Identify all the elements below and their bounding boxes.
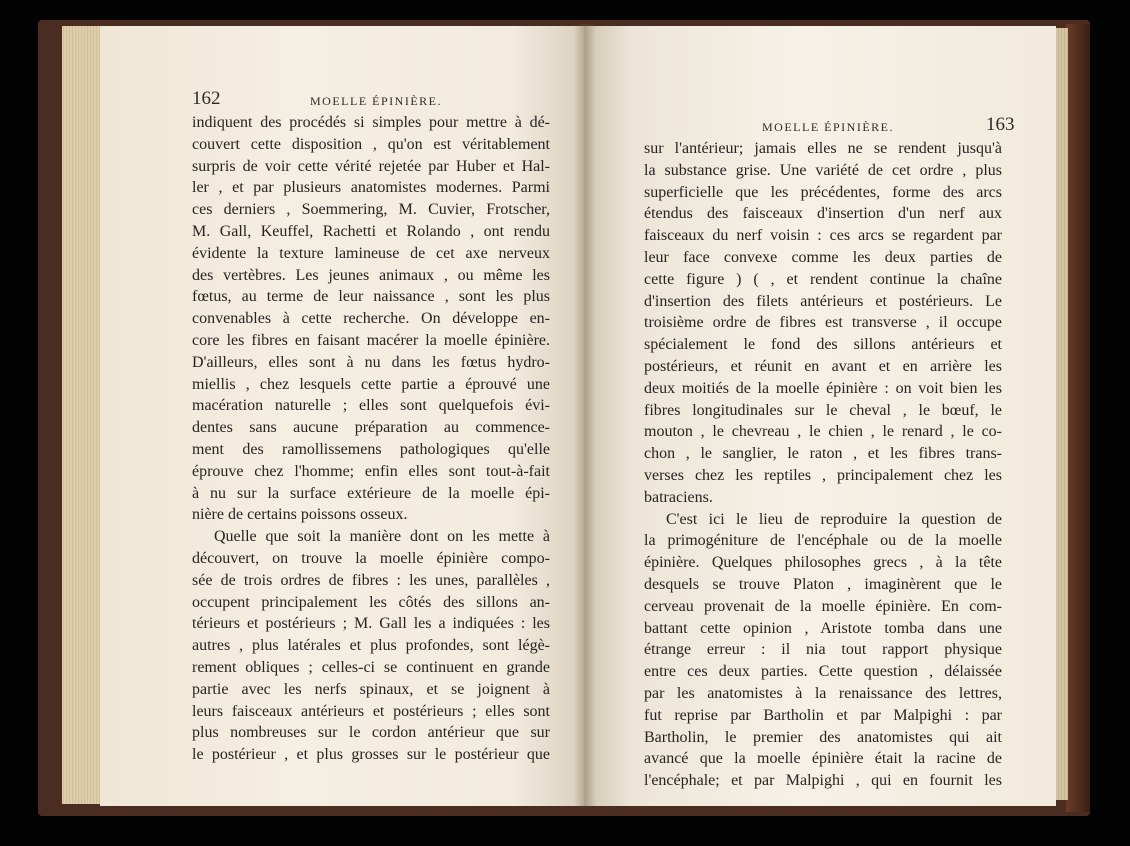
text-line: autres , plus latérales et plus profondes, sont légè- bbox=[192, 637, 550, 655]
right-page-text bbox=[644, 138, 1002, 792]
text-line: avancé que la moelle épinière était la racine de bbox=[644, 750, 1002, 768]
text-line: ment des ramollissemens pathologiques qu'elle bbox=[192, 440, 550, 458]
text-line: la primogéniture de l'encéphale ou de la moelle bbox=[644, 532, 1002, 550]
text-line: la substance grise. Une variété de cet ordre , plus bbox=[644, 161, 1002, 179]
text-line: ces derniers , Soemmering, M. Cuvier, Frotscher, bbox=[192, 201, 550, 219]
text-line: épinière. Quelques philosophes grecs , à la tête bbox=[644, 554, 1002, 572]
text-line: cette figure ) ( , et rendent continue la chaîne bbox=[644, 270, 1002, 288]
text-line: occupent principalement les côtés des sillons an- bbox=[192, 593, 550, 611]
text-line: leurs faisceaux antérieurs et postérieurs ; elles sont bbox=[192, 702, 550, 720]
text-line: des vertèbres. Les jeunes animaux , ou même les bbox=[192, 266, 550, 284]
text-line: éprouve chez l'homme; enfin elles sont tout-à-fait bbox=[192, 462, 550, 480]
text-line: C'est ici le lieu de reproduire la question de bbox=[666, 510, 1002, 528]
text-line: batraciens. bbox=[644, 488, 713, 506]
text-line: sur l'antérieur; jamais elles ne se rendent jusqu'à bbox=[644, 140, 1002, 157]
text-line: plus nombreuses sur le cordon antérieur que sur bbox=[192, 724, 550, 742]
text-line: Bartholin, le premier des anatomistes qui ait bbox=[644, 728, 1002, 746]
text-line: cerveau provenait de la moelle épinière. En com- bbox=[644, 597, 1002, 615]
page-stack-right bbox=[1054, 28, 1068, 800]
text-line: mouton , le chevreau , le chien , le renard , le co- bbox=[644, 423, 1002, 441]
text-line: verses chez les reptiles , principalement chez les bbox=[644, 466, 1002, 484]
left-page bbox=[100, 26, 584, 806]
text-line: faisceaux du nerf voisin : ces arcs se regardent par bbox=[644, 227, 1002, 245]
text-line: dentes sans aucune préparation au commence- bbox=[192, 419, 550, 437]
text-line: D'ailleurs, elles sont à nu dans les fœtus hydro- bbox=[192, 353, 550, 371]
text-line: entre ces deux parties. Cette question , délaissée bbox=[644, 663, 1002, 681]
text-line: core les fibres en faisant macérer la moelle épinière. bbox=[192, 331, 550, 349]
text-line: spécialement le fond des sillons antérieurs et bbox=[644, 336, 1002, 354]
text-line: par les anatomistes à la renaissance des lettres, bbox=[644, 684, 1002, 702]
text-line: évidente la texture lamineuse de cet axe nerveux bbox=[192, 244, 550, 262]
text-line: surpris de voir cette vérité rejetée par Huber et Hal- bbox=[192, 157, 550, 175]
text-line: étendus des faisceaux d'insertion d'un nerf aux bbox=[644, 205, 1002, 223]
left-page-text bbox=[192, 112, 550, 766]
book-gutter bbox=[574, 24, 596, 806]
text-line: fœtus, au terme de leur naissance , sont les plus bbox=[192, 288, 550, 306]
text-line: le postérieur , et plus grosses sur le postérieur que bbox=[192, 746, 550, 764]
right-page bbox=[584, 26, 1056, 806]
text-line: sée de trois ordres de fibres : les unes, parallèles , bbox=[192, 571, 550, 589]
text-line: ler , et par plusieurs anatomistes modernes. Parmi bbox=[192, 179, 550, 197]
text-line: superficielle que les précédentes, forme des arcs bbox=[644, 183, 1002, 201]
text-line: rement obliques ; celles-ci se continuent en grande bbox=[192, 658, 550, 676]
text-line: troisième ordre de fibres est transverse , il occupe bbox=[644, 314, 1002, 332]
text-line: macération naturelle ; elles sont quelquefois évi- bbox=[192, 397, 550, 415]
right-running-head: MOELLE ÉPINIÈRE. bbox=[762, 120, 894, 134]
text-line: battant cette opinion , Aristote tomba dans une bbox=[644, 619, 1002, 637]
left-running-head: MOELLE ÉPINIÈRE. bbox=[310, 94, 442, 108]
text-line: convenables à cette recherche. On développe en- bbox=[192, 310, 550, 328]
text-line: fut reprise par Bartholin et par Malpighi : par bbox=[644, 706, 1002, 724]
text-line: à nu sur la surface extérieure de la moelle épi- bbox=[192, 484, 550, 502]
text-line: leur face convexe comme les deux parties de bbox=[644, 248, 1002, 266]
text-line: découvert, on trouve la moelle épinière compo- bbox=[192, 549, 550, 567]
text-line: nière de certains poissons osseux. bbox=[192, 506, 408, 524]
text-line: fibres longitudinales sur le cheval , le bœuf, le bbox=[644, 401, 1002, 419]
book-cover-edge-right bbox=[1066, 24, 1090, 812]
text-line: l'encéphale; et par Malpighi , qui en fournit les bbox=[644, 772, 1002, 790]
text-line: chon , le sanglier, le raton , et les fibres trans- bbox=[644, 445, 1002, 463]
text-line: d'insertion des filets antérieurs et postérieurs. Le bbox=[644, 292, 1002, 310]
left-page-number: 162 bbox=[192, 88, 221, 109]
right-page-number: 163 bbox=[986, 114, 1015, 135]
text-line: partie avec les nerfs spinaux, et se joignent à bbox=[192, 680, 550, 698]
text-line: desquels se trouve Platon , imaginèrent que le bbox=[644, 575, 1002, 593]
text-line: miellis , chez lesquels cette partie a éprouvé une bbox=[192, 375, 550, 393]
text-line: Quelle que soit la manière dont on les mette à bbox=[214, 528, 550, 546]
text-line: indiquent des procédés si simples pour mettre à dé- bbox=[192, 114, 550, 131]
text-line: térieurs et postérieurs ; M. Gall les a indiquées : les bbox=[192, 615, 550, 633]
text-line: étrange erreur : il nia tout rapport physique bbox=[644, 641, 1002, 659]
page-stack-left bbox=[62, 26, 102, 804]
text-line: couvert cette disposition , qu'on est véritablement bbox=[192, 135, 550, 153]
text-line: postérieurs, et réunit en avant et en arrière les bbox=[644, 357, 1002, 375]
text-line: deux moitiés de la moelle épinière : on voit bien les bbox=[644, 379, 1002, 397]
text-line: M. Gall, Keuffel, Rachetti et Rolando , ont rendu bbox=[192, 222, 550, 240]
